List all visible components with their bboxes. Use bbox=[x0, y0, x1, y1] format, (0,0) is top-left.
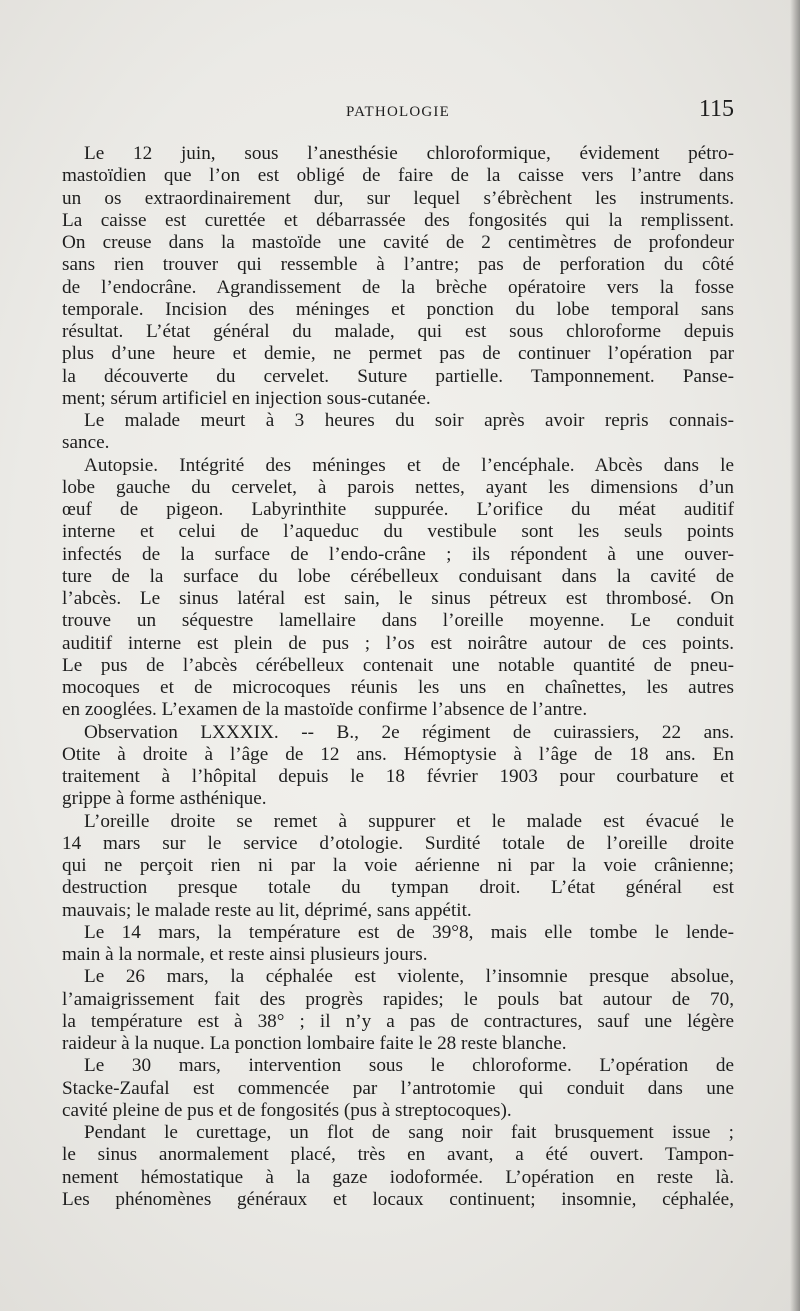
text-line: résultat. L’état général du malade, qui est sous chloroforme depuis bbox=[62, 321, 734, 342]
text-line: Stacke-Zaufal est commencée par l’antrotomie qui conduit dans une bbox=[62, 1077, 734, 1099]
text-line: Le 26 mars, la céphalée est violente, l’insomnie presque absolue, bbox=[84, 966, 734, 988]
text-line: nement hémostatique à la gaze iodoformée. L’opération en reste là. bbox=[62, 1166, 734, 1188]
text-line: ture de la surface du lobe cérébelleux conduisant dans la cavité de bbox=[62, 565, 734, 587]
text-line: On creuse dans la mastoïde une cavité de 2 centimètres de profondeur bbox=[62, 232, 734, 253]
text-line: raideur à la nuque. La ponction lombaire faite le 28 reste blanche. bbox=[62, 1033, 567, 1054]
text-line: Le malade meurt à 3 heures du soir après avoir repris connais- bbox=[84, 410, 734, 431]
text-line: grippe à forme asthénique. bbox=[62, 788, 267, 810]
text-line: 14 mars sur le service d’otologie. Surdité totale de l’oreille droite bbox=[62, 832, 734, 854]
running-head bbox=[62, 96, 734, 130]
text-line: l’amaigrissement fait des progrès rapides; le pouls bat autour de 70, bbox=[62, 988, 734, 1010]
text-line: mauvais; le malade reste au lit, déprimé, sans appétit. bbox=[62, 899, 472, 921]
text-line: la découverte du cervelet. Suture partielle. Tamponnement. Panse- bbox=[62, 365, 734, 387]
text-line: temporale. Incision des méninges et ponction du lobe temporal sans bbox=[62, 298, 734, 320]
text-line: de l’endocrâne. Agrandissement de la brèche opératoire vers la fosse bbox=[62, 276, 734, 298]
text-line: qui ne perçoit rien ni par la voie aérienne ni par la voie crânienne; bbox=[62, 855, 734, 876]
text-line: ment; sérum artificiel en injection sous-cutanée. bbox=[62, 387, 431, 409]
text-line: interne et celui de l’aqueduc du vestibule sont les seuls points bbox=[62, 521, 734, 543]
text-line: sance. bbox=[62, 432, 110, 454]
text-line: Pendant le curettage, un flot de sang noir fait brusquement issue ; bbox=[84, 1122, 734, 1143]
text-line: infectés de la surface de l’endo-crâne ; ils répondent à une ouver- bbox=[62, 543, 734, 565]
text-line: le sinus anormalement placé, très en avant, a été ouvert. Tampon- bbox=[62, 1144, 734, 1166]
text-line: mastoïdien que l’on est obligé de faire de la caisse vers l’antre dans bbox=[62, 165, 734, 187]
text-line: Le 30 mars, intervention sous le chloroforme. L’opération de bbox=[84, 1055, 734, 1077]
text-line: trouve un séquestre lamellaire dans l’oreille moyenne. Le conduit bbox=[62, 610, 734, 632]
text-line: la température est à 38° ; il n’y a pas de contractures, sauf une légère bbox=[62, 1010, 734, 1032]
text-line: plus d’une heure et demie, ne permet pas de continuer l’opération par bbox=[62, 343, 734, 365]
text-line: mocoques et de microcoques réunis les uns en chaînettes, les autres bbox=[62, 677, 734, 698]
text-line: en zooglées. L’examen de la mastoïde confirme l’absence de l’antre. bbox=[62, 699, 588, 721]
text-line: sans rien trouver qui ressemble à l’antre; pas de perforation du côté bbox=[62, 254, 734, 276]
text-line: L’oreille droite se remet à suppurer et le malade est évacué le bbox=[84, 810, 734, 832]
text-line: Otite à droite à l’âge de 12 ans. Hémoptysie à l’âge de 18 ans. En bbox=[62, 743, 734, 765]
text-line: Le 14 mars, la température est de 39°8, mais elle tombe le lende- bbox=[84, 921, 734, 943]
text-line: Le 12 juin, sous l’anesthésie chloroformique, évidement pétro- bbox=[84, 143, 734, 164]
text-line: un os extraordinairement dur, sur lequel s’ébrèchent les instruments. bbox=[62, 187, 734, 209]
text-line: La caisse est curettée et débarrassée des fongosités qui la remplissent. bbox=[62, 209, 734, 231]
text-line: destruction presque totale du tympan droit. L’état général est bbox=[62, 877, 734, 899]
text-line: cavité pleine de pus et de fongosités (pus à streptocoques). bbox=[62, 1099, 512, 1121]
text-line: Les phénomènes généraux et locaux continuent; insomnie, céphalée, bbox=[62, 1188, 734, 1210]
text-line: œuf de pigeon. Labyrinthite suppurée. L’orifice du méat auditif bbox=[62, 499, 734, 520]
running-title: PATHOLOGIE bbox=[346, 104, 450, 120]
text-line: main à la normale, et reste ainsi plusieurs jours. bbox=[62, 944, 428, 965]
text-line: Autopsie. Intégrité des méninges et de l’encéphale. Abcès dans le bbox=[84, 454, 734, 476]
text-line: lobe gauche du cervelet, à parois nettes, ayant les dimensions d’un bbox=[62, 476, 734, 498]
body-text bbox=[62, 143, 734, 1211]
text-line: l’abcès. Le sinus latéral est sain, le sinus pétreux est thrombosé. On bbox=[62, 588, 734, 609]
text-line: auditif interne est plein de pus ; l’os est noirâtre autour de ces points. bbox=[62, 632, 734, 654]
text-line: Observation LXXXIX. -- B., 2e régiment de cuirassiers, 22 ans. bbox=[84, 721, 734, 743]
text-line: Le pus de l’abcès cérébelleux contenait une notable quantité de pneu- bbox=[62, 654, 734, 676]
text-line: traitement à l’hôpital depuis le 18 février 1903 pour courbature et bbox=[62, 766, 734, 787]
page-number: 115 bbox=[698, 96, 734, 122]
